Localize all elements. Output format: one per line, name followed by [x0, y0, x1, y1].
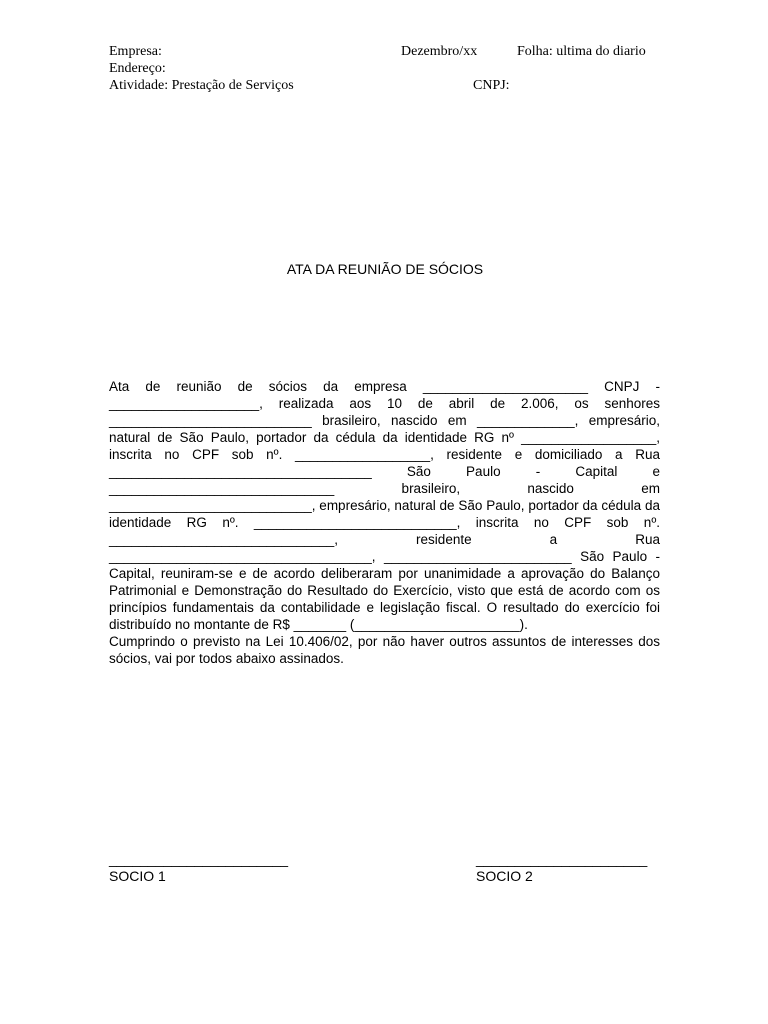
signature-block-1: [109, 851, 288, 885]
date-label: Dezembro/xx: [401, 44, 478, 59]
header-row-1: [109, 43, 661, 60]
activity-label: Atividade: Prestação de Serviços: [109, 78, 294, 93]
sheet-label: Folha: ultima do diario: [517, 44, 646, 59]
signature-block-2: [476, 851, 647, 885]
signature-label-1: SOCIO 1: [109, 868, 166, 884]
signature-label-2: SOCIO 2: [476, 868, 533, 884]
company-label: Empresa:: [109, 44, 162, 59]
header-row-2: [109, 60, 661, 77]
document-title: ATA DA REUNIÃO DE SÓCIOS: [286, 261, 484, 277]
document-header: [109, 43, 661, 94]
body-paragraph-2: Cumprindo o previsto na Lei 10.406/02, por não haver outros assuntos de interesses dos sócios, vai por todos abaixo assinados.: [109, 634, 660, 666]
document-body: [109, 378, 660, 667]
address-label: Endereço:: [109, 61, 166, 76]
signature-line-1: _______________________: [109, 851, 289, 867]
cnpj-label: CNPJ:: [473, 78, 510, 93]
signature-line-2: ______________________: [476, 851, 648, 867]
header-row-3: [109, 77, 661, 94]
body-paragraph-1: Ata de reunião de sócios da empresa ______________________ CNPJ -____________________, realizada aos 10 de abril de 2.006, os senhores ___________________________ brasileiro, nascido em _____________, empresário, natural de São Paulo, portador da cédula da identidade RG nº __________________, inscrita no CPF sob nº. __________________, residente e domiciliado a Rua ___________________________________ São Paulo - Capital e ______________________________ brasileiro, nascido em ___________________________, empresário, natural de São Paulo, portador da cédula da identidade RG nº. ___________________________, inscrita no CPF sob nº. ______________________________, residente a Rua ___________________________________, _________________________ São Paulo - Capital, reuniram-se e de acordo deliberaram por unanimidade a aprovação do Balanço Patrimonial e Demonstração do Resultado do Exercício, visto que está de acordo com os princípios fundamentais da contabilidade e legislação fiscal. O resultado do exercício foi distribuído no montante de R$ _______ (______________________).: [109, 379, 660, 632]
